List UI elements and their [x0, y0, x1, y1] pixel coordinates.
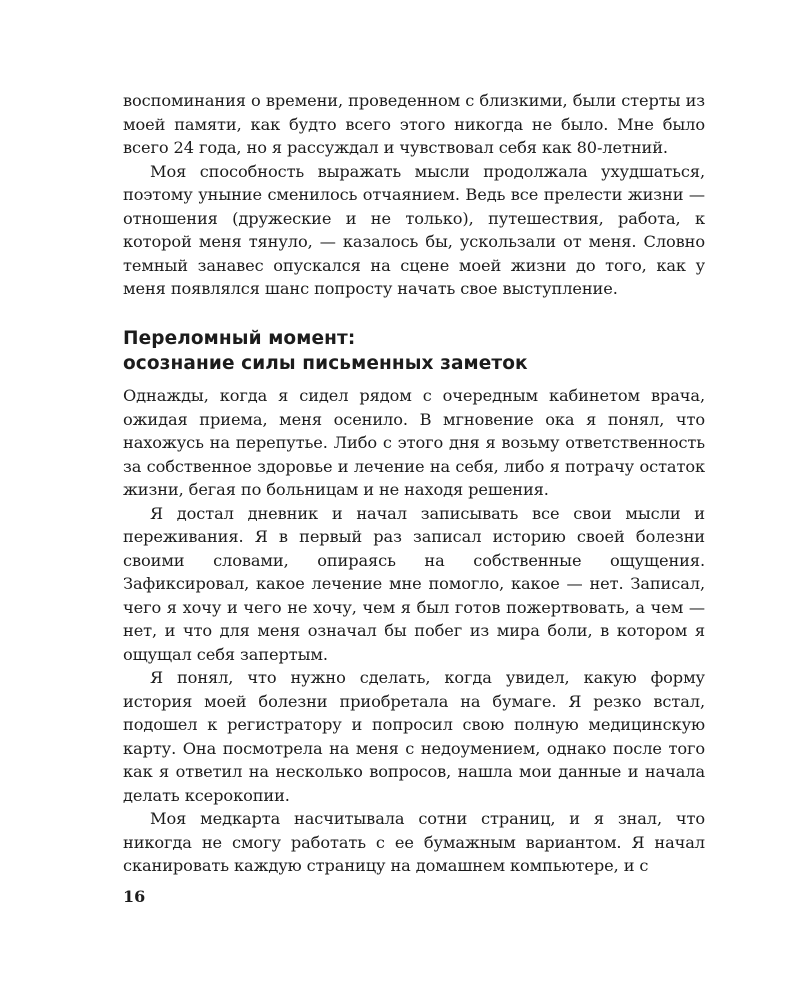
- paragraph: Я достал дневник и начал записывать все свои мысли и переживания. Я в первый раз записал историю своей болезни своими словами, опираясь на собственные ощущения. Зафиксировал, какое лечение мне помогло, какое — нет. Записал, чего я хочу и чего не хочу, чем я был готов пожертвовать, а чем — нет, и что для меня означал бы побег из мира боли, в котором я ощущал себя запертым.: [123, 503, 705, 664]
- paragraph: Моя медкарта насчитывала сотни страниц, и я знал, что никогда не смогу работать с ее бумажным вариантом. Я начал сканировать каждую страницу на домашнем компьютере, и с: [123, 809, 705, 875]
- paragraph: воспоминания о времени, проведенном с близкими, были стерты из моей памяти, как будто всего этого никогда не было. Мне было всего 24 года, но я рассуждал и чувствовал себя как 80-летний.: [123, 91, 705, 157]
- paragraph: Я понял, что нужно сделать, когда увидел, какую форму история моей болезни приобретала на бумаге. Я резко встал, подошел к регистратору и попросил свою полную медицинскую карту. Она посмотрела на меня с недоумением, однако после того как я ответил на несколько вопросов, нашла мои данные и начала делать ксерокопии.: [123, 668, 705, 805]
- section-heading-line-2: осознание силы письменных заметок: [123, 353, 528, 374]
- paragraph: Однажды, когда я сидел рядом с очередным кабинетом врача, ожидая приема, меня осенило. В мгновение ока я понял, что нахожусь на перепутье. Либо с этого дня я возьму ответственность за собственное здоровье и лечение на себя, либо я потрачу остаток жизни, бегая по больницам и не находя решения.: [123, 386, 705, 499]
- section-heading: [123, 326, 705, 376]
- intro-text-block: [123, 89, 705, 301]
- page-number: 16: [123, 887, 146, 906]
- paragraph: Моя способность выражать мысли продолжала ухудшаться, поэтому уныние сменилось отчаянием. Ведь все прелести жизни — отношения (дружеские и не только), путешествия, работа, к которой меня тянуло, — казалось бы, ускользали от меня. Словно темный занавес опускался на сцене моей жизни до того, как у меня появлялся шанс попросту начать свое выступление.: [123, 161, 705, 298]
- section-heading-line-1: Переломный момент:: [123, 328, 356, 349]
- section-text-block: [123, 384, 705, 878]
